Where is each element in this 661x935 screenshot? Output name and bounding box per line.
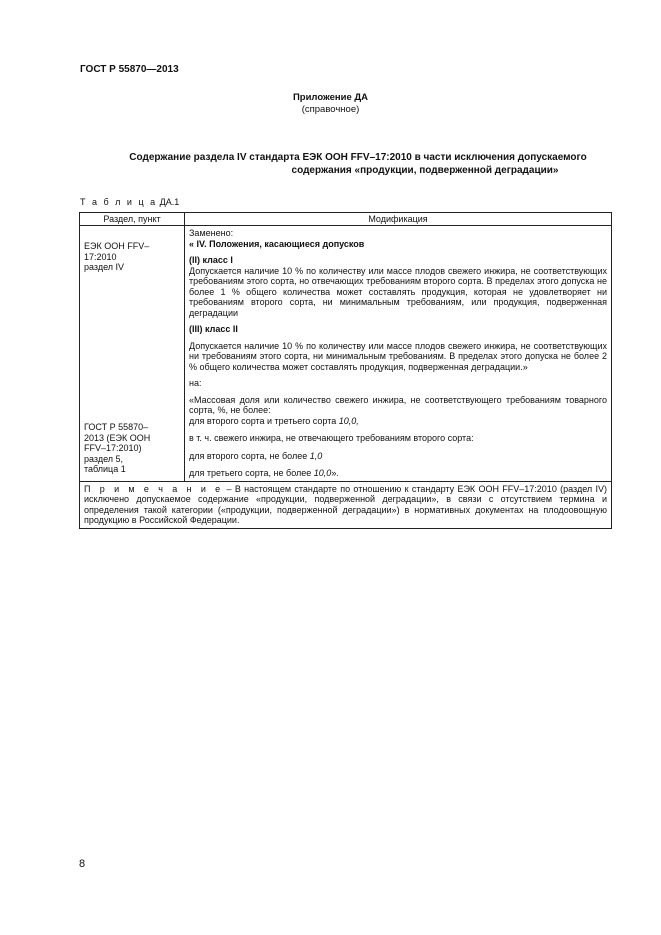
section-heading: « IV. Положения, касающиеся допусков [189,238,365,249]
line-end: ». [331,468,339,478]
line-second [189,451,607,462]
mass-text: «Массовая доля или количество свежего инжира, не соответствующего требованиям товарного сорта, %, не более: [189,394,607,415]
ref-unece [84,241,149,273]
line-value: 10,0 [313,468,332,478]
table-caption [80,197,179,207]
class1-text: Допускается наличие 10 % по количеству или массе плодов свежего инжира, не соответствующих требованиям этого сорта, но отвечающих требованиям второго сорта. В пределах этого допуска не более 1 % общего количества может составлять продукция, которая не удовлетворяет ни требованиям второго сорта, ни минимальным требованиям, или продукция, подверженная деградации [189,265,607,318]
line-label: для второго сорта, не более [189,450,308,461]
table-note-row [80,481,612,528]
na-label: на: [189,378,202,388]
class1-heading: (II) класс I [189,255,233,265]
appendix-subtitle: (справочное) [301,104,360,115]
col-header-section: Раздел, пункт [80,213,185,226]
line-label: для третьего сорта, не более [189,468,312,478]
ref-line: ГОСТ Р 55870– [84,422,149,432]
line-value: 1,0 [309,450,323,461]
modification-table [79,212,612,529]
ref-line: таблица 1 [84,464,126,474]
line-second-third [189,416,607,427]
replaced-label: Заменено: [189,228,234,238]
line-label: для второго сорта и третьего сорта [189,415,337,426]
col-header-modification: Модификация [185,213,612,226]
ref-line: 2013 (ЕЭК ООН [84,432,151,443]
ref-line: FFV–17:2010) [84,443,142,453]
class2-heading: (III) класс II [189,324,238,334]
title-line-2: содержания «продукции, подверженной деградации» [291,165,559,176]
ref-gost [84,422,150,475]
note-prefix: П р и м е ч а н и е [84,483,224,494]
modification-cell [185,226,612,482]
appendix-heading [0,92,661,116]
table-caption-id: ДА.1 [159,197,180,207]
ref-line: раздел 5, [84,453,124,464]
table-header-row [80,213,612,226]
line-third [189,468,607,479]
ref-line: 17:2010 [84,251,117,262]
page-number: 8 [79,858,86,870]
document-title [80,151,620,177]
appendix-title: Приложение ДА [292,92,369,103]
class2-text: Допускается наличие 10 % по количеству или массе плодов свежего инжира, не соответствующих ни требованиям этого сорта, ни минимальным требованиям. В пределах этого допуска не более 2 % общего количества может составлять продукция, подверженная деградации.» [189,340,607,372]
section-ref-cell [80,226,185,482]
ref-line: раздел IV [84,262,125,272]
note-text: – В настоящем стандарте по отношению к стандарту ЕЭК ООН FFV–17:2010 (раздел IV) исключено допускаемое содержание «продукции, подверженной деградации», в связи с отсутствием термина и определения такой категории («продукции, подверженной деградации») в нормативных документах на плодоовощную продукцию в Российской Федерации. [84,483,607,525]
table-row [80,226,612,482]
document-header: ГОСТ Р 55870—2013 [80,64,179,75]
ref-line: ЕЭК ООН FFV– [84,241,150,251]
table-note [80,481,612,528]
line-value: 10,0, [338,415,359,426]
table-caption-prefix: Т а б л и ц а [80,197,158,207]
incl-text: в т. ч. свежего инжира, не отвечающего требованиям второго сорта: [189,433,474,443]
title-line-1: Содержание раздела IV стандарта ЕЭК ООН FFV–17:2010 в части исключения допускаемого [129,152,587,163]
